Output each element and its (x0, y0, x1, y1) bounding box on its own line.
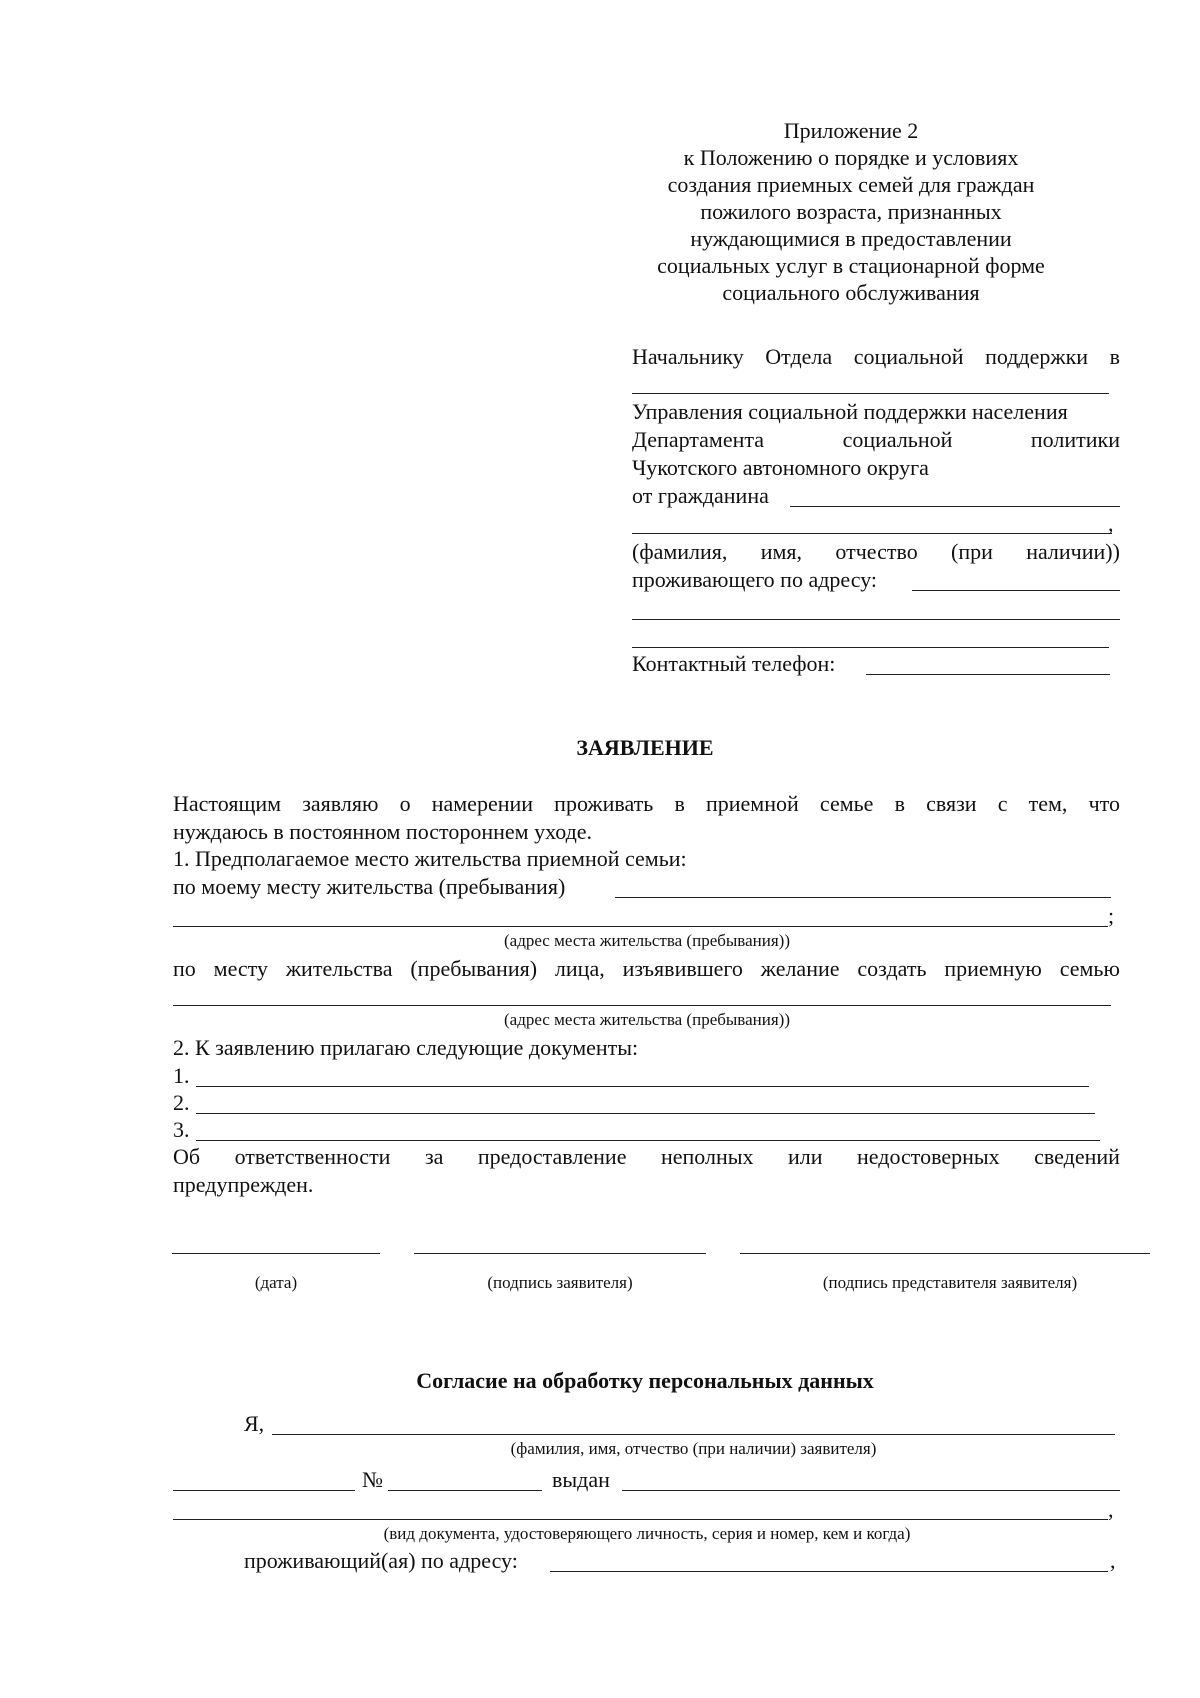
doc-field-1[interactable] (196, 1086, 1089, 1087)
addressee-line-4: Чукотского автономного округа (632, 455, 929, 480)
address-field[interactable] (912, 590, 1120, 591)
doc-number: 3. (173, 1117, 190, 1142)
other-place-label (173, 955, 1120, 982)
word: (пребывания) (410, 956, 538, 981)
word: Начальнику (632, 344, 744, 369)
word: поддержки (985, 344, 1089, 369)
word: имя, (760, 539, 803, 564)
word: Департамента (632, 427, 765, 452)
word: по (173, 956, 196, 981)
address-field-line-2[interactable] (632, 619, 1120, 620)
comma: , (1108, 1497, 1114, 1522)
word: намерении (431, 791, 534, 816)
appendix-block (630, 117, 1072, 306)
appendix-line: создания приемных семей для граждан (667, 172, 1035, 197)
word: социальной (842, 427, 953, 452)
other-place-field[interactable] (173, 1005, 1111, 1006)
consent-title: Согласие на обработку персональных данных (416, 1368, 874, 1393)
from-citizen-field[interactable] (790, 506, 1120, 507)
item-2: 2. К заявлению прилагаю следующие документы: (173, 1035, 639, 1060)
statement-title: ЗАЯВЛЕНИЕ (576, 735, 714, 760)
address-hint: (адрес места жительства (пребывания)) (503, 931, 790, 950)
word: Отдела (765, 344, 833, 369)
word: жительства (285, 956, 393, 981)
doc-number: 2. (173, 1090, 190, 1115)
semicolon: ; (1108, 903, 1115, 928)
word: (фамилия, (632, 539, 728, 564)
word: отчество (835, 539, 918, 564)
word: за (424, 1144, 444, 1169)
doc-field-full[interactable] (173, 1519, 1108, 1520)
word: Об (173, 1144, 201, 1169)
comma: , (1110, 1548, 1116, 1573)
address-field-line-3[interactable] (632, 647, 1109, 648)
word: в (674, 791, 685, 816)
date-caption: (дата) (254, 1273, 298, 1292)
word: семью (1059, 956, 1120, 981)
signature-caption: (подпись заявителя) (487, 1273, 633, 1292)
word: ответственности (234, 1144, 391, 1169)
rep-signature-caption: (подпись представителя заявителя) (822, 1273, 1078, 1292)
own-place-field[interactable] (615, 897, 1111, 898)
word: с (997, 791, 1008, 816)
word: месту (213, 956, 268, 981)
number-sign: № (362, 1467, 383, 1492)
consent-fio-field[interactable] (272, 1434, 1115, 1435)
word: связи (926, 791, 977, 816)
appendix-line: социального обслуживания (722, 280, 980, 305)
appendix-line: нуждающимися в предоставлении (690, 226, 1012, 251)
word: приемную (944, 956, 1042, 981)
word: что (1088, 791, 1120, 816)
residing-label: проживающий(ая) по адресу: (244, 1548, 518, 1573)
addressee-line-3 (632, 426, 1120, 453)
issued-label: выдан (552, 1467, 610, 1492)
item-1: 1. Предполагаемое место жительства приемной семьи: (173, 846, 687, 871)
word: желание (760, 956, 840, 981)
phone-label: Контактный телефон: (632, 651, 836, 676)
rep-signature-field[interactable] (740, 1253, 1150, 1254)
word: приемной (705, 791, 799, 816)
dept-field-line[interactable] (632, 393, 1109, 394)
date-field[interactable] (172, 1253, 380, 1254)
consent-fio-hint: (фамилия, имя, отчество (при наличии) заявителя) (510, 1439, 877, 1458)
appendix-line: к Положению о порядке и условиях (683, 145, 1019, 170)
addressee-line-1 (632, 343, 1120, 370)
doc-field-3[interactable] (196, 1140, 1100, 1141)
word: в (894, 791, 905, 816)
word: заявляю (302, 791, 379, 816)
comma: , (1108, 511, 1114, 536)
word: проживать (554, 791, 654, 816)
appendix-line: пожилого возраста, признанных (700, 199, 1002, 224)
own-place-field-2[interactable] (173, 926, 1108, 927)
appendix-line: Приложение 2 (783, 118, 919, 143)
intro-line-1 (173, 790, 1120, 817)
phone-field[interactable] (866, 674, 1110, 675)
word: тем, (1028, 791, 1068, 816)
addressee-line-2: Управления социальной поддержки населения (632, 399, 1068, 424)
word: социальной (853, 344, 964, 369)
doc-number-field[interactable] (388, 1490, 542, 1491)
doc-hint: (вид документа, удостоверяющего личность, серия и номер, кем и когда) (383, 1524, 911, 1543)
residing-field[interactable] (550, 1571, 1108, 1572)
word: сведений (1034, 1144, 1120, 1169)
signature-field[interactable] (414, 1253, 706, 1254)
word: в (1109, 344, 1120, 369)
citizen-field-line-2[interactable] (632, 533, 1112, 534)
word: недостоверных (857, 1144, 1000, 1169)
doc-type-field[interactable] (173, 1490, 355, 1491)
doc-field-2[interactable] (196, 1113, 1095, 1114)
word: неполных (660, 1144, 754, 1169)
word: создать (857, 956, 927, 981)
address-label: проживающего по адресу: (632, 567, 878, 592)
intro-line-2: нуждаюсь в постоянном постороннем уходе. (173, 819, 593, 844)
word: или (788, 1144, 823, 1169)
appendix-line: социальных услуг в стационарной форме (657, 253, 1045, 278)
responsibility-line-2: предупрежден. (173, 1172, 314, 1197)
fio-hint (632, 538, 1120, 565)
i-label: Я, (244, 1411, 265, 1436)
address-hint-2: (адрес места жительства (пребывания)) (503, 1010, 790, 1029)
word: Настоящим (173, 791, 282, 816)
responsibility-line-1 (173, 1143, 1120, 1170)
doc-number: 1. (173, 1063, 190, 1088)
word: о (399, 791, 411, 816)
word: изъявившего (622, 956, 743, 981)
from-citizen-label: от гражданина (632, 483, 769, 508)
own-place-label: по моему месту жительства (пребывания) (173, 874, 566, 899)
word: политики (1030, 427, 1120, 452)
word: предоставление (477, 1144, 627, 1169)
word: наличии)) (1026, 539, 1120, 564)
word: семье (819, 791, 874, 816)
word: лица, (554, 956, 605, 981)
issued-by-field[interactable] (622, 1490, 1120, 1491)
word: (при (951, 539, 993, 564)
